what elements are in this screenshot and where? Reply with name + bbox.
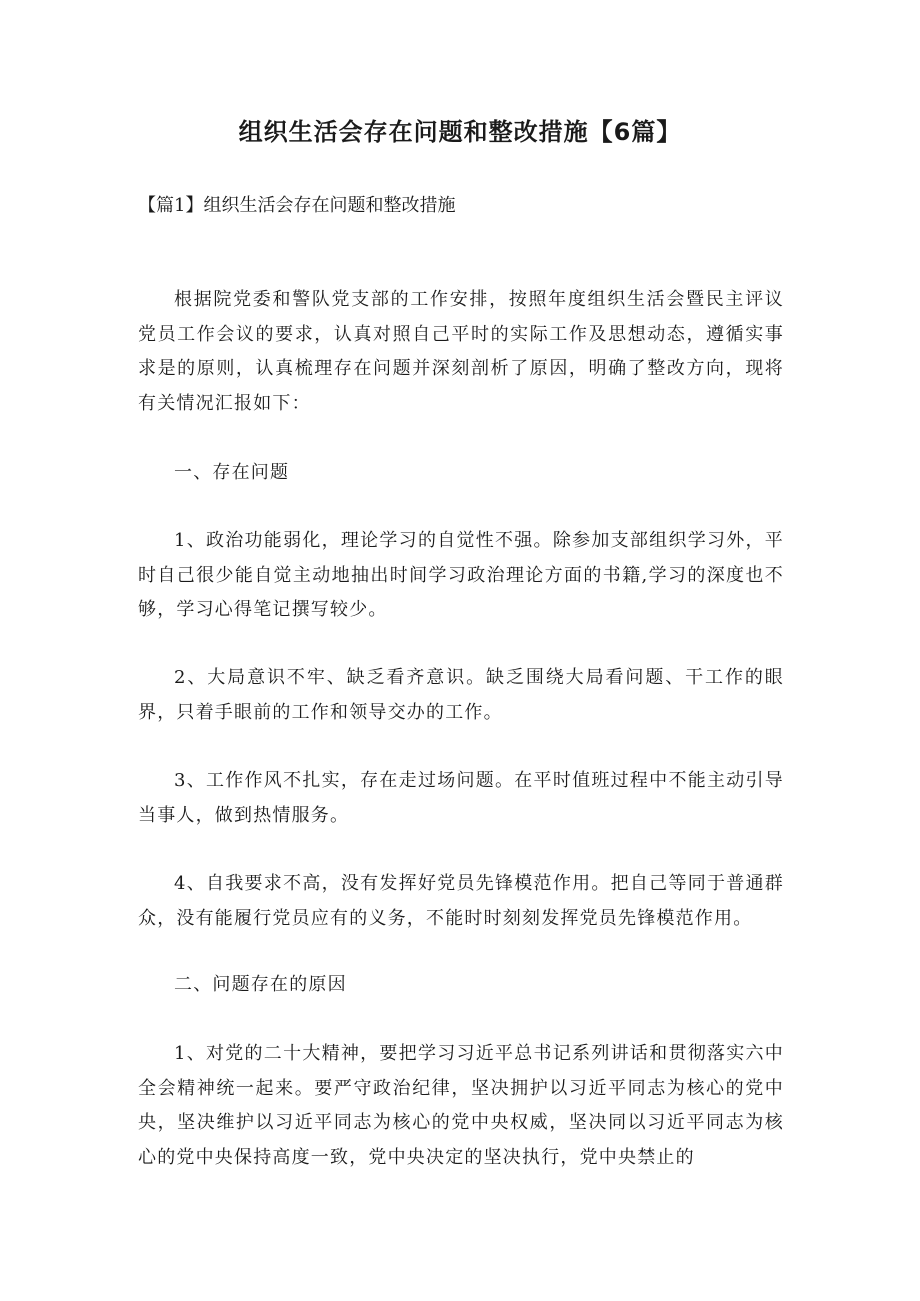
problem-item: 2、大局意识不牢、缺乏看齐意识。缺乏围绕大局看问题、干工作的眼界，只着手眼前的工作和领导交办的工作。 <box>138 667 784 723</box>
problem-item: 1、政治功能弱化，理论学习的自觉性不强。除参加支部组织学习外，平时自己很少能自觉主动地抽出时间学习政治理论方面的书籍,学习的深度也不够，学习心得笔记撰写较少。 <box>138 530 784 620</box>
intro-paragraph: 根据院党委和警队党支部的工作安排，按照年度组织生活会暨民主评议党员工作会议的要求，认真对照自己平时的实际工作及思想动态，遵循实事求是的原则，认真梳理存在问题并深刻剖析了原因，明确了整改方向，现将有关情况汇报如下： <box>138 289 784 414</box>
causes-heading: 二、问题存在的原因 <box>174 974 347 995</box>
problem-item: 4、自我要求不高，没有发挥好党员先锋模范作用。把自己等同于普通群众，没有能履行党员应有的义务，不能时时刻刻发挥党员先锋模范作用。 <box>138 873 784 929</box>
section-heading: 【篇1】组织生活会存在问题和整改措施 <box>138 195 456 216</box>
problems-heading: 一、存在问题 <box>174 462 290 483</box>
document-title: 组织生活会存在问题和整改措施【6篇】 <box>238 118 682 146</box>
problem-item: 3、工作作风不扎实，存在走过场问题。在平时值班过程中不能主动引导当事人，做到热情服务。 <box>138 770 784 826</box>
cause-item: 1、对党的二十大精神，要把学习习近平总书记系列讲话和贯彻落实六中全会精神统一起来。要严守政治纪律，坚决拥护以习近平同志为核心的党中央，坚决维护以习近平同志为核心的党中央权威，坚决同以习近平同志为核心的党中央保持高度一致，党中央决定的坚决执行，党中央禁止的 <box>138 1043 784 1168</box>
